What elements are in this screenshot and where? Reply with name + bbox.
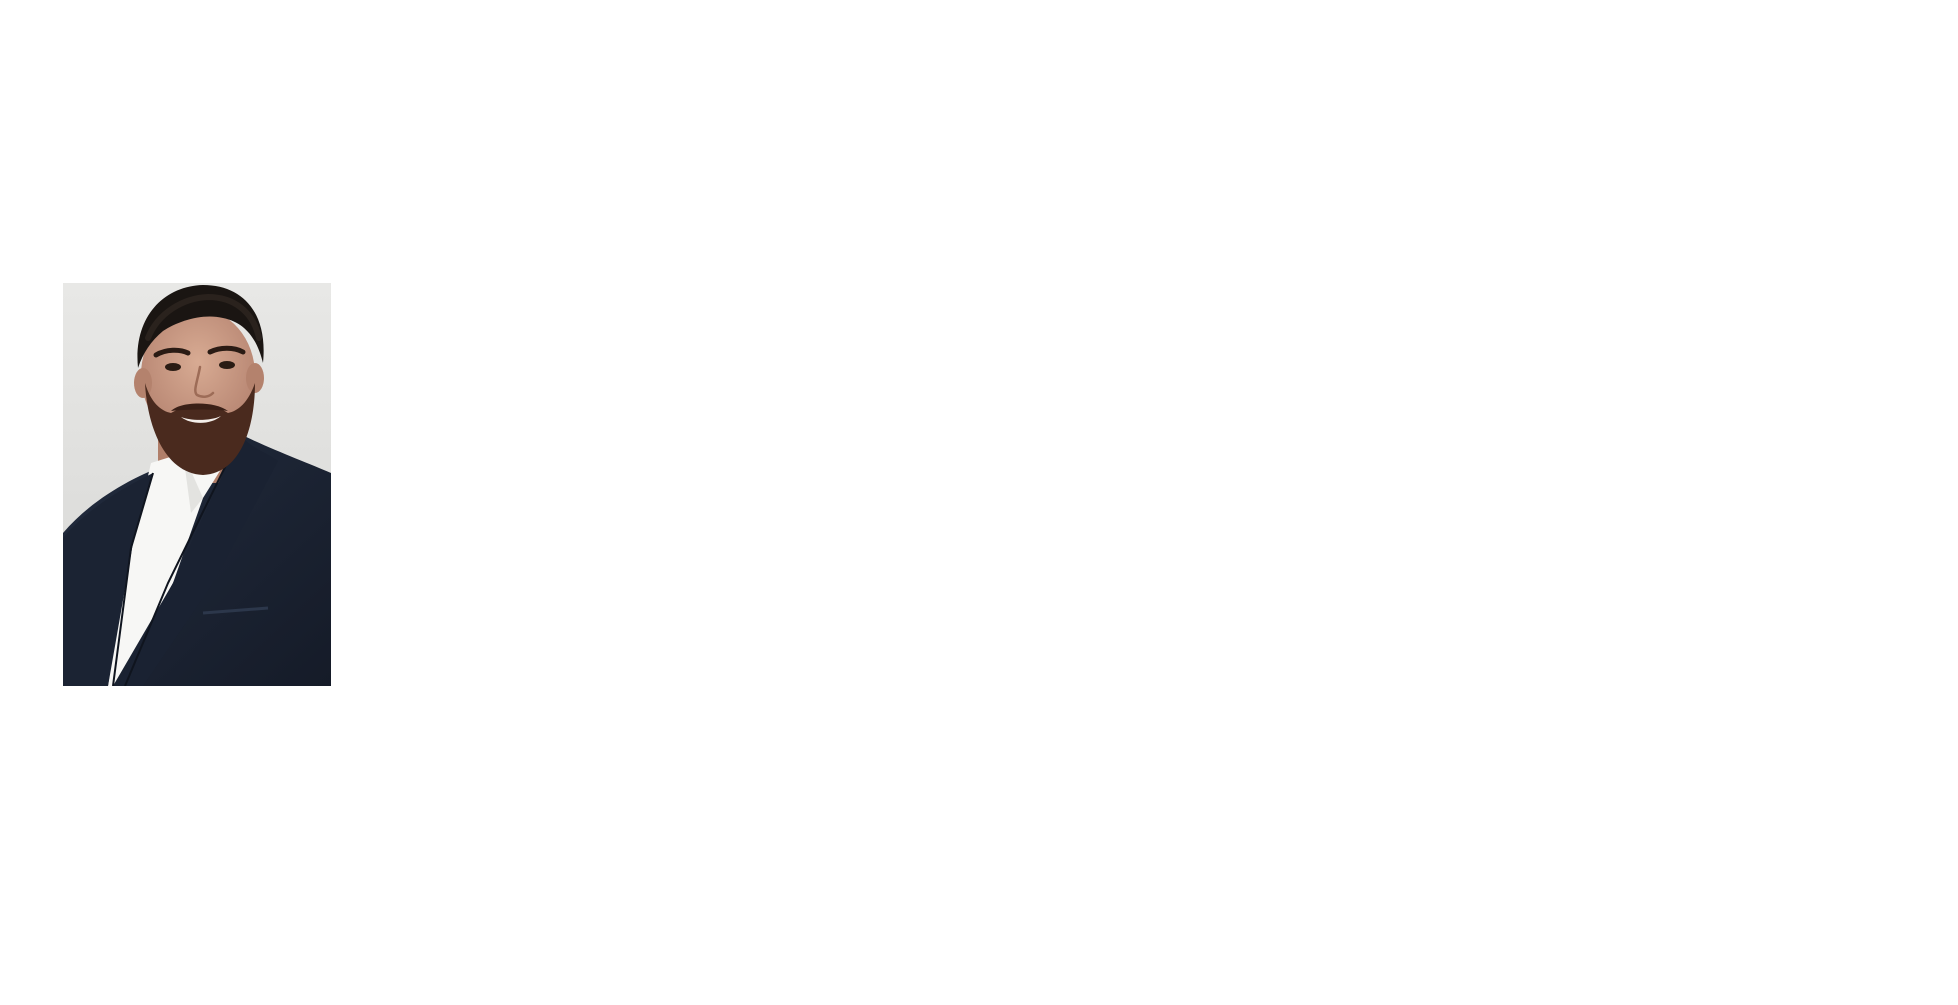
- eye-left: [165, 363, 181, 371]
- eye-right: [219, 361, 235, 369]
- portrait-illustration: [63, 283, 331, 686]
- ear-left: [134, 368, 152, 398]
- ear-right: [246, 363, 264, 393]
- portrait-photo: [63, 283, 331, 686]
